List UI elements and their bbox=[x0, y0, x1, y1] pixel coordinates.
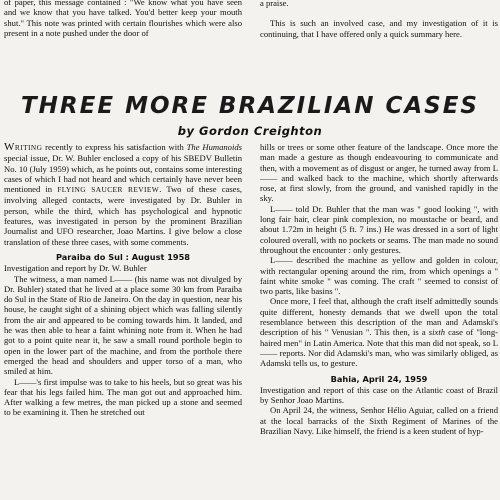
right-paragraph-4 bbox=[260, 296, 498, 368]
intro-italic-title: The Humanoids bbox=[186, 142, 242, 152]
intro-magazine-name: FLYING SAUCER REVIEW bbox=[57, 185, 160, 195]
previous-article-closing: a praise. bbox=[260, 0, 289, 8]
intro-text-2: special issue, Dr. W. Buhler enclosed a copy of his SBEDV Bulletin No. 10 (July 1959) which, as he points out, contains some interesting cases of which I had not heard and which certainly have never been mentioned in bbox=[4, 153, 242, 195]
right-p4-italic: sixth bbox=[428, 327, 446, 338]
previous-article-end-left bbox=[4, 0, 242, 38]
case1-heading: Paraiba do Sul : August 1958 bbox=[55, 251, 191, 262]
previous-article-end-right bbox=[260, 0, 498, 39]
case2-paragraph-2: On April 24, the witness, Senhor Hélio Aguiar, called on a friend at the local barracks of the Sixth Regiment of Marines of the Brazilian Navy. Like himself, the friend is a keen student of hyp- bbox=[260, 405, 498, 437]
case2-paragraph-1: Investigation and report of this case on the Atlantic coast of Brazil by Senhor Joao Martins. bbox=[260, 384, 498, 406]
article-left-column bbox=[4, 142, 242, 418]
article-right-column bbox=[260, 142, 498, 436]
intro-text-3: . Two of these cases, involving alleged contacts, were investigated by Dr. Buhler in person, while the third, which has psychological and hypnotic features, was investigated in person by the prominent Brazilian Journalist and UFO researcher, Joao Martins. I give below a close translation of these three cases, with some comments. bbox=[4, 184, 242, 247]
right-paragraph-1: hills or trees or some other feature of the landscape. Once more the man made a gesture as though endeavouring to communicate and then, with a movement as of disgust or anger, he turned away from L—— and walked back to the machine, which shortly afterwards rose, at first slowly, from the ground, and vanished rapidly in the sky. bbox=[260, 142, 498, 204]
case2-heading: Bahia, April 24, 1959 bbox=[330, 373, 428, 384]
case1-paragraph-2: L——'s first impulse was to take to his heels, but so great was his fear that his legs failed him. The man got out and approached him. After walking a few metres, the man picked up a stone and seemed to be examining it. Then he stretched out bbox=[4, 376, 242, 418]
right-p4-text-b: case of "long-haired men" in Latin America. Note that this man did not speak, so L—— reports. Nor did Adamski's man, who was similarly obliged, as Adamski tells us, to gesture. bbox=[260, 327, 498, 369]
case1-report-line: Investigation and report by Dr. W. Buhler bbox=[4, 263, 147, 274]
article-title: THREE MORE BRAZILIAN CASES bbox=[20, 93, 479, 119]
right-paragraph-2: L—— told Dr. Buhler that the man was " good looking ", with long fair hair, clear pink complexion, no moustache or beard, and about 1.72m in height (5 ft. 7 ins.) He was dressed in a sort of light coloured overall, with no pockets or seams. The man made no sound throughout the encounter : only gestures. bbox=[260, 203, 498, 255]
article-byline: by Gordon Creighton bbox=[177, 124, 323, 138]
right-paragraph-3: L—— described the machine as yellow and golden in colour, with rectangular opening around the rim, from which openings a " faint white smoke " was coming. The craft " seemed to consist of two parts, like basins ". bbox=[260, 255, 498, 297]
drop-cap: W bbox=[4, 141, 15, 153]
intro-text-1: recently to express his satisfaction with bbox=[42, 142, 187, 152]
case1-paragraph-1: The witness, a man named L—— (his name was not divulged by Dr. Buhler) stated that he lived at a place some 30 km from Paraiba do Sul in the State of Rio de Janeiro. On the day in question, near his house, he caught sight of a shining object which was falling silently from the air and appeared to be coming towards him. It landed, and he was then able to hear a faint whining note from it. When he had got to a point quite near it, he saw a small round porthole begin to open in the lower part of the machine, and from the porthole there emerged the head and shoulders and upper torso of a man, who smiled at him. bbox=[4, 273, 242, 377]
right-p4-text-a: Once more, I feel that, although the craft itself admittedly sounds quite different, honesty demands that we dwell upon the total resemblance between this description of the man and Adamski's description of his " Venusian ". This then, is a bbox=[260, 296, 498, 338]
intro-paragraph bbox=[4, 142, 242, 247]
previous-article-summary: This is such an involved case, and my investigation of it is continuing, that I have offered only a quick summary here. bbox=[260, 18, 498, 39]
previous-article-text: of paper, this message contained : "We know what you have seen and we know that you have talked. You'd better keep your mouth shut." This note was printed with certain flourishes which were also present in a note pushed under the door of bbox=[4, 0, 242, 38]
intro-lead-word: RITING bbox=[14, 143, 43, 152]
